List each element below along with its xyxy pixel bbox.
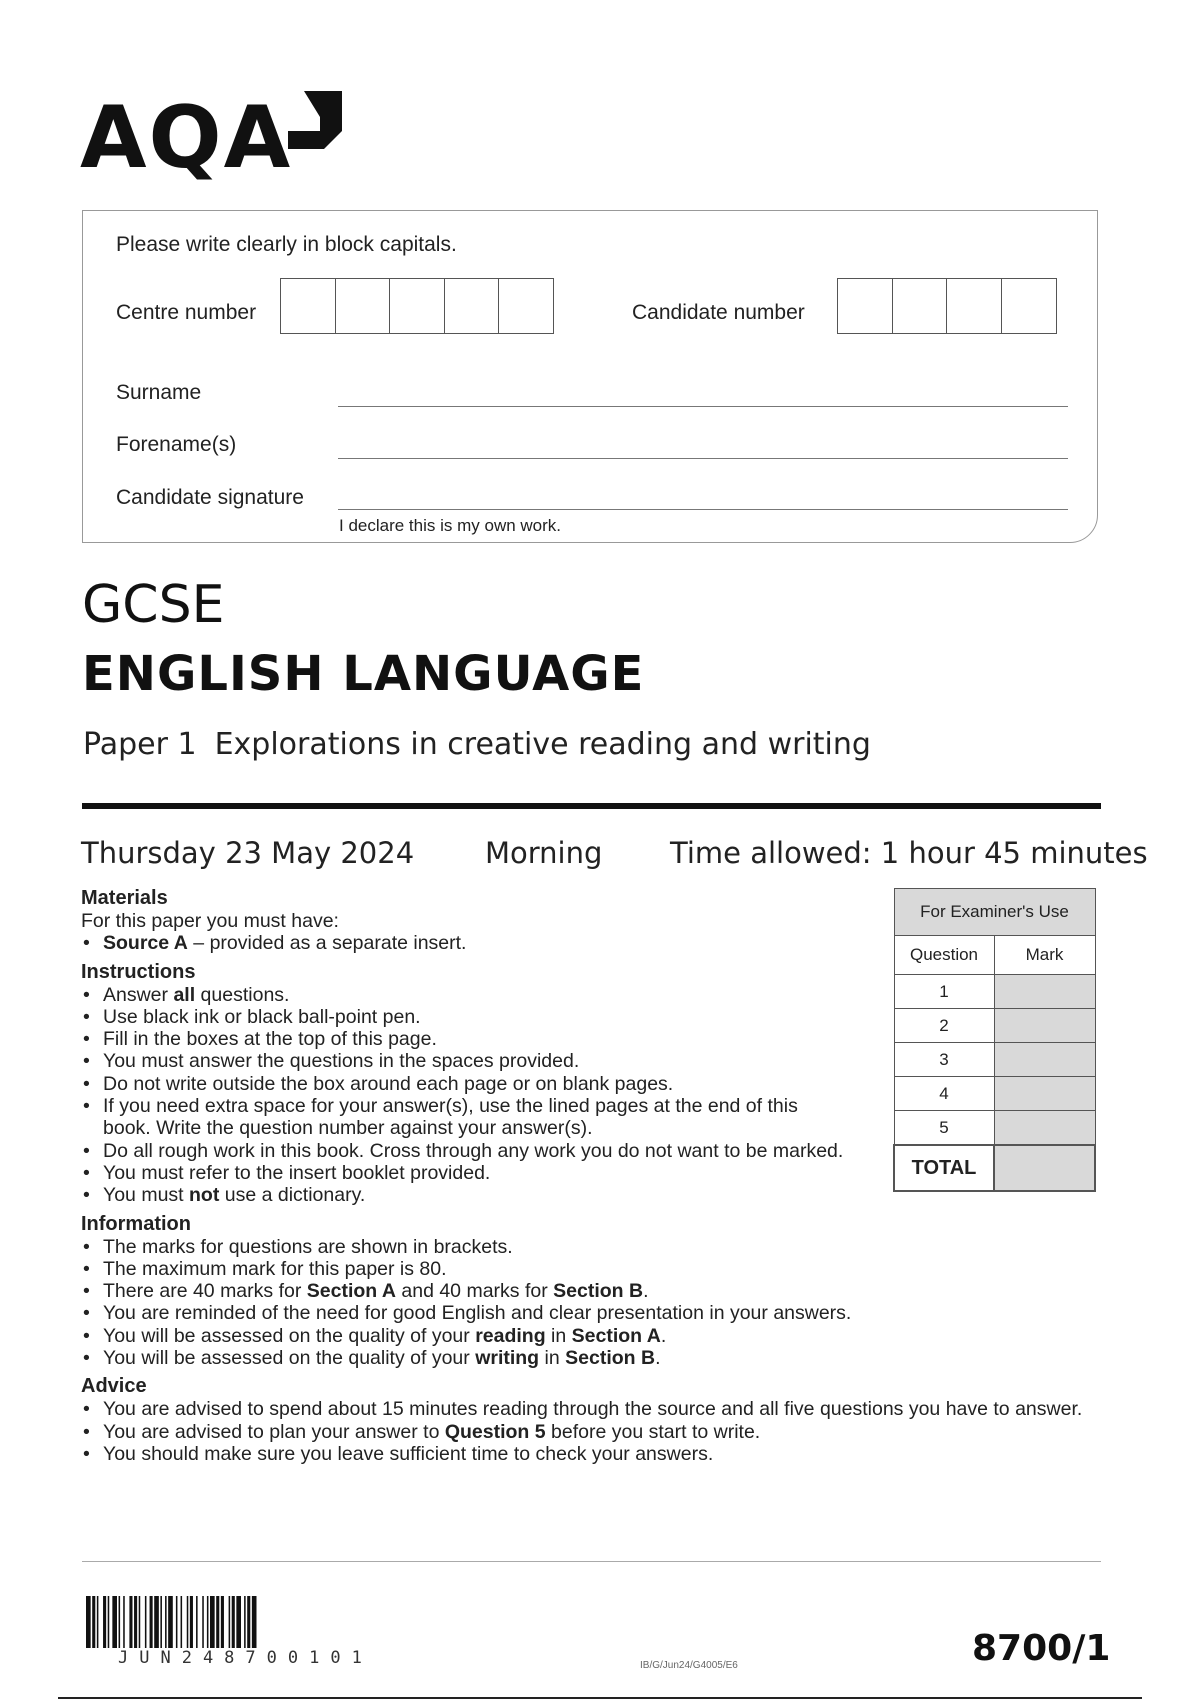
- paper-number: Paper 1: [83, 727, 197, 762]
- candidate-number-digit[interactable]: [946, 278, 1002, 334]
- examiner-table-heading: For Examiner's Use: [894, 889, 1095, 936]
- declaration-text: I declare this is my own work.: [339, 516, 562, 535]
- exam-date: Thursday 23 May 2024: [81, 836, 415, 870]
- table-row: [894, 1043, 1095, 1077]
- title-divider: [82, 803, 1101, 809]
- list-item: • Use black ink or black ball-point pen.: [81, 1006, 941, 1028]
- centre-number-digit[interactable]: [389, 278, 445, 334]
- table-row: [894, 975, 1095, 1009]
- list-item: • The maximum mark for this paper is 80.: [81, 1258, 941, 1280]
- table-row: [894, 1077, 1095, 1111]
- surname-label: Surname: [116, 381, 202, 404]
- examiner-use-table: [893, 888, 1096, 1192]
- mark-cell: [994, 1077, 1095, 1111]
- table-row: [894, 1111, 1095, 1146]
- barcode-icon: [86, 1596, 474, 1648]
- paper-name: Explorations in creative reading and writing: [214, 727, 871, 762]
- list-item: • Do not write outside the box around each page or on blank pages.: [81, 1073, 941, 1095]
- question-number: 5: [894, 1111, 994, 1146]
- candidate-number-digit[interactable]: [1001, 278, 1057, 334]
- materials-section: [81, 887, 941, 955]
- centre-number-label: Centre number: [116, 301, 257, 324]
- list-item: • If you need extra space for your answer(s), use the lined pages at the end of this book. Write the question number against your answer(s).: [81, 1095, 848, 1140]
- page-bottom-rule: [58, 1697, 1142, 1699]
- signature-label: Candidate signature: [116, 486, 304, 509]
- time-allowed: Time allowed: 1 hour 45 minutes: [670, 836, 1148, 870]
- document-reference: IB/G/Jun24/G4005/E6: [640, 1660, 738, 1671]
- materials-heading: Materials: [81, 887, 168, 909]
- information-section: [81, 1213, 941, 1370]
- barcode-number: JUN248700101: [118, 1648, 373, 1668]
- list-item: • Answer all questions.: [81, 984, 941, 1006]
- paper-title: [83, 725, 871, 765]
- signature-field[interactable]: [338, 509, 1068, 510]
- candidate-number-digit[interactable]: [892, 278, 948, 334]
- list-item: • There are 40 marks for Section A and 40 marks for Section B.: [81, 1280, 941, 1302]
- question-number: 2: [894, 1009, 994, 1043]
- candidate-details-box: [82, 210, 1098, 543]
- list-item: • The marks for questions are shown in brackets.: [81, 1236, 941, 1258]
- list-item: • You must answer the questions in the spaces provided.: [81, 1050, 941, 1072]
- materials-intro: For this paper you must have:: [81, 910, 339, 932]
- centre-number-digit[interactable]: [280, 278, 336, 334]
- total-mark-cell: [994, 1145, 1095, 1191]
- total-row: [894, 1145, 1095, 1191]
- exam-session: Morning: [485, 836, 603, 870]
- footer-divider: [82, 1561, 1101, 1562]
- forenames-label: Forename(s): [116, 433, 237, 456]
- advice-heading: Advice: [81, 1375, 147, 1398]
- candidate-number-boxes[interactable]: [837, 278, 1055, 334]
- list-item: • You will be assessed on the quality of your reading in Section A.: [81, 1325, 941, 1347]
- list-item: • You are advised to plan your answer to Question 5 before you start to write.: [81, 1421, 941, 1443]
- centre-number-digit[interactable]: [444, 278, 500, 334]
- list-item: • Fill in the boxes at the top of this page.: [81, 1028, 941, 1050]
- table-row: [894, 1009, 1095, 1043]
- advice-section: [81, 1375, 1083, 1465]
- total-label: TOTAL: [894, 1145, 994, 1191]
- list-item: • You must refer to the insert booklet provided.: [81, 1162, 941, 1184]
- question-number: 3: [894, 1043, 994, 1077]
- mark-column-header: Mark: [994, 936, 1095, 975]
- list-item: • You must not use a dictionary.: [81, 1184, 941, 1206]
- list-item: • You are reminded of the need for good English and clear presentation in your answers.: [81, 1302, 1003, 1324]
- logo-text: AQA: [80, 88, 293, 188]
- aqa-logo-mark-icon: [284, 91, 342, 151]
- candidate-number-label: Candidate number: [632, 301, 805, 324]
- forenames-field[interactable]: [338, 458, 1068, 459]
- mark-cell: [994, 1009, 1095, 1043]
- instructions-section: [81, 961, 941, 1207]
- centre-number-boxes[interactable]: [280, 278, 553, 334]
- question-number: 1: [894, 975, 994, 1009]
- question-column-header: Question: [894, 936, 994, 975]
- centre-number-digit[interactable]: [498, 278, 554, 334]
- list-item: • You are advised to spend about 15 minutes reading through the source and all five questions you have to answer.: [81, 1398, 1103, 1420]
- block-capitals-instruction: Please write clearly in block capitals.: [116, 233, 457, 256]
- question-number: 4: [894, 1077, 994, 1111]
- instructions-heading: Instructions: [81, 960, 196, 983]
- candidate-number-digit[interactable]: [837, 278, 893, 334]
- mark-cell: [994, 975, 1095, 1009]
- list-item: • You should make sure you leave sufficient time to check your answers.: [81, 1443, 941, 1465]
- subject-title: ENGLISH LANGUAGE: [82, 646, 645, 702]
- surname-field[interactable]: [338, 406, 1068, 407]
- information-heading: Information: [81, 1212, 191, 1235]
- mark-cell: [994, 1111, 1095, 1146]
- qualification-title: GCSE: [82, 575, 225, 635]
- mark-cell: [994, 1043, 1095, 1077]
- list-item: • Do all rough work in this book. Cross through any work you do not want to be marked.: [81, 1140, 858, 1162]
- paper-code: 8700/1: [972, 1628, 1111, 1669]
- list-item: • You will be assessed on the quality of your writing in Section B.: [81, 1347, 941, 1369]
- list-item: • Source A – provided as a separate insert.: [81, 932, 941, 954]
- centre-number-digit[interactable]: [335, 278, 391, 334]
